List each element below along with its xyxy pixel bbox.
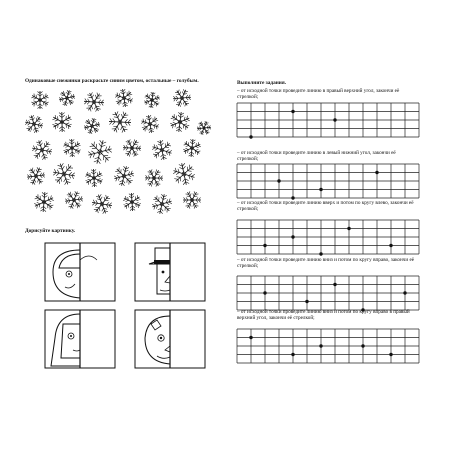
start-dot — [277, 179, 280, 182]
start-dot — [319, 344, 322, 347]
snowflake — [33, 191, 55, 213]
snowflake — [112, 164, 136, 188]
start-dot — [389, 244, 392, 247]
snowflake — [48, 108, 76, 136]
task-text-2: – от исходной точки проведите линию в левый нижний угол, закончи её стрелкой; — [237, 150, 396, 163]
start-dot — [291, 353, 294, 356]
draw-instruction: Дорисуйте картинку. — [25, 228, 76, 234]
snowflake — [111, 85, 136, 110]
start-dot — [249, 336, 252, 339]
snowflake — [120, 136, 145, 161]
start-dot — [375, 171, 378, 174]
snowflake — [137, 111, 162, 136]
start-dot — [319, 188, 322, 191]
snowflake — [88, 190, 116, 218]
snowflake — [169, 111, 191, 133]
snowflake — [28, 136, 56, 164]
drawing-panel-2 — [135, 243, 205, 301]
snowflake — [148, 136, 176, 164]
snowflake — [180, 188, 205, 213]
start-dot — [389, 353, 392, 356]
drawing-panel-1 — [45, 243, 115, 301]
snowflake — [24, 164, 48, 188]
task-text-4: – от исходной точки проведите линию вниз и потом по кругу вправо, закончи её стрелкой; — [237, 257, 415, 270]
snowflake — [57, 88, 77, 108]
snowflake — [143, 91, 161, 109]
task-text-1: – от исходной точки проведите линию в правый верхний угол, закончи её стрелкой; — [237, 88, 400, 101]
snowflakes-illustration — [22, 88, 212, 223]
drawing-panel-3 — [45, 310, 115, 368]
mirror-drawing-panels — [35, 238, 225, 378]
start-dot — [291, 110, 294, 113]
snowflake — [119, 189, 144, 214]
snowflake — [80, 88, 108, 116]
dot-grid-4 — [237, 276, 419, 311]
start-dot — [249, 135, 252, 138]
snowflake — [31, 91, 49, 109]
start-dot — [319, 252, 322, 255]
snowflake — [82, 166, 107, 191]
start-dot — [263, 244, 266, 247]
dot-grid-1 — [237, 103, 419, 138]
snowflake — [85, 137, 115, 166]
start-dot — [333, 283, 336, 286]
snowflake — [170, 86, 194, 110]
start-dot — [263, 291, 266, 294]
snowflake — [195, 119, 214, 138]
drawing-panel-4 — [135, 310, 205, 368]
tasks-heading: Выполните задания. — [237, 80, 287, 86]
task-text-3: – от исходной точки проведите линию вверх и потом по кругу влево, закончи её стрелкой; — [237, 200, 414, 213]
snowflake — [150, 192, 174, 216]
snowflake — [168, 158, 199, 189]
start-dot — [291, 235, 294, 238]
dot-grid-3 — [237, 220, 419, 255]
snowflake — [62, 188, 86, 211]
start-dot — [403, 291, 406, 294]
snowflake — [60, 136, 85, 161]
snowflake — [142, 166, 167, 191]
dot-grid-2 — [237, 164, 419, 199]
start-dot — [333, 118, 336, 121]
snowflake-instruction: Одинаковые снежинки раскрасьте синим цветом, остальные – голубым. — [25, 78, 199, 84]
snowflake — [48, 158, 79, 189]
snowflake — [21, 111, 47, 136]
start-dot — [347, 227, 350, 230]
dot-grid-5 — [237, 329, 419, 364]
snowflake — [182, 138, 202, 158]
start-dot — [305, 300, 308, 303]
task-text-5: – от исходной точки проведите линию вниз и потом по кругу вправо в правый верхний угол, закончи её стрелкой; — [237, 309, 410, 322]
snowflake — [105, 107, 136, 138]
start-dot — [361, 344, 364, 347]
snowflake — [82, 116, 102, 136]
